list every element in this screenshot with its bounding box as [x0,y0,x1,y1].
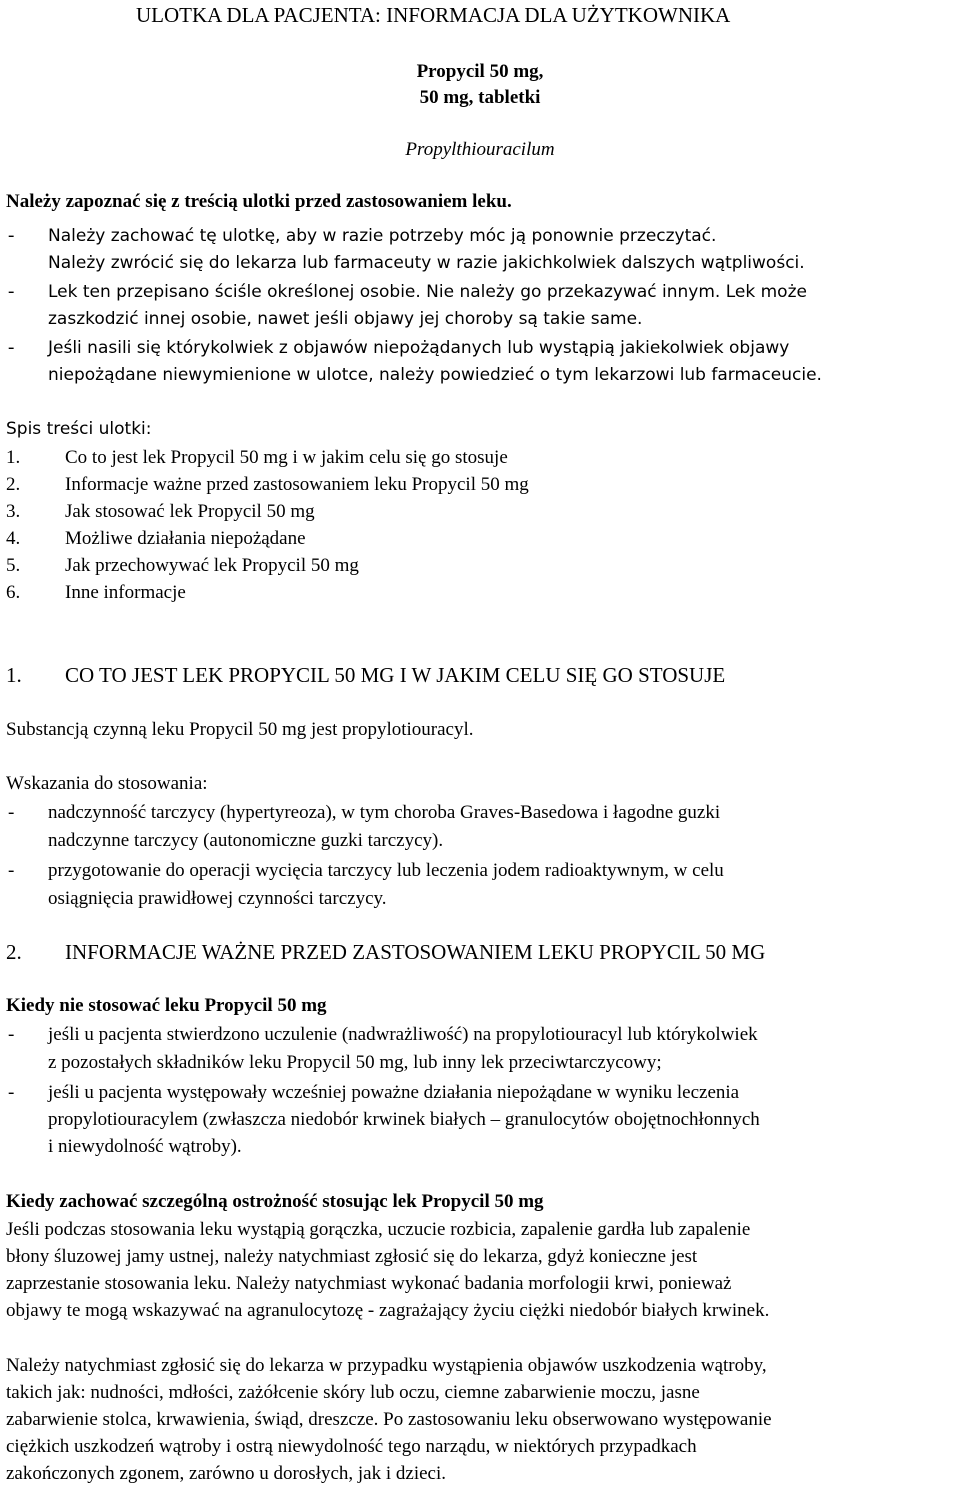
toc-item-3: Jak stosować lek Propycil 50 mg [65,501,315,522]
toc-item-number: 5. [6,555,21,576]
active-substance-text: Substancją czynną leku Propycil 50 mg jest propylotiouracyl. [6,719,474,740]
precautions-paragraph-line: Jeśli podczas stosowania leku wystąpią gorączka, uczucie rozbicia, zapalenie gardła lub zapalenie [6,1219,751,1240]
contraindications-heading: Kiedy nie stosować leku Propycil 50 mg [6,995,327,1016]
toc-item-number: 2. [6,474,21,495]
bullet-dash: - [8,860,15,881]
section-1-number: 1. [6,663,22,687]
bullet-dash: - [8,1082,15,1103]
toc-item-6: Inne informacje [65,582,186,603]
toc-item-number: 1. [6,447,21,468]
toc-item-number: 4. [6,528,21,549]
bullet-dash: - [8,225,15,246]
contraindication-text: jeśli u pacjenta występowały wcześniej poważne działania niepożądane w wyniku leczenia [48,1082,740,1103]
precautions-paragraph-line: błony śluzowej jamy ustnej, należy natychmiast zgłosić się do lekarza, gdyż konieczne jest [6,1246,698,1267]
toc-item-4: Możliwe działania niepożądane [65,528,306,549]
intro-bullet-text: niepożądane niewymienione w ulotce, należy powiedzieć o tym lekarzowi lub farmaceucie. [48,365,822,385]
toc-item-number: 6. [6,582,21,603]
indication-text: nadczynne tarczycy (autonomiczne guzki tarczycy). [48,830,444,851]
precautions-heading: Kiedy zachować szczególną ostrożność stosując lek Propycil 50 mg [6,1191,544,1212]
toc-item-number: 3. [6,501,21,522]
intro-bullet-text: Lek ten przepisano ściśle określonej osobie. Nie należy go przekazywać innym. Lek może [48,282,807,302]
toc-item-5: Jak przechowywać lek Propycil 50 mg [65,555,359,576]
section-2-number: 2. [6,940,22,964]
indication-text: nadczynność tarczycy (hypertyreoza), w tym choroba Graves-Basedowa i łagodne guzki [48,802,721,823]
toc-item-1: Co to jest lek Propycil 50 mg i w jakim celu się go stosuje [65,447,508,468]
intro-bullet-text: Jeśli nasili się którykolwiek z objawów niepożądanych lub wystąpią jakiekolwiek objawy [48,338,790,358]
document-title: ULOTKA DLA PACJENTA: INFORMACJA DLA UŻYTKOWNIKA [136,3,731,27]
precautions-paragraph-line: zaprzestanie stosowania leku. Należy natychmiast wykonać badania morfologii krwi, ponieważ [6,1273,732,1294]
contraindication-text: z pozostałych składników leku Propycil 50 mg, lub inny lek przeciwtarczycowy; [48,1052,662,1073]
intro-bullet-text: zaszkodzić innej osobie, nawet jeśli objawy jej choroby są takie same. [48,309,643,329]
precautions-paragraph-line: objawy te mogą wskazywać na agranulocytozę - zagrażający życiu ciężki niedobór białych krwinek. [6,1300,770,1321]
liver-warning-line: ciężkich uszkodzeń wątroby i ostrą niewydolność tego narządu, w niektórych przypadkach [6,1436,697,1457]
bullet-dash: - [8,802,15,823]
indication-text: przygotowanie do operacji wycięcia tarczycy lub leczenia jodem radioaktywnym, w celu [48,860,724,881]
liver-warning-line: Należy natychmiast zgłosić się do lekarza w przypadku wystąpienia objawów uszkodzenia wątroby, [6,1355,767,1376]
section-2-heading: INFORMACJE WAŻNE PRZED ZASTOSOWANIEM LEKU PROPYCIL 50 MG [65,940,766,964]
section-1-heading: CO TO JEST LEK PROPYCIL 50 MG I W JAKIM CELU SIĘ GO STOSUJE [65,663,726,687]
toc-heading: Spis treści ulotki: [6,419,152,439]
contraindication-text: jeśli u pacjenta stwierdzono uczulenie (nadwrażliwość) na propylotiouracyl lub którykolwiek [48,1024,758,1045]
bullet-dash: - [8,337,15,358]
intro-bullet-text: Należy zachować tę ulotkę, aby w razie potrzeby móc ją ponownie przeczytać. [48,226,717,246]
bullet-dash: - [8,281,15,302]
product-name: Propycil 50 mg, [416,61,544,82]
product-strength: 50 mg, tabletki [419,87,541,108]
liver-warning-line: zakończonych zgonem, zarówno u dorosłych, jak i dzieci. [6,1463,447,1484]
liver-warning-line: takich jak: nudności, mdłości, zażółcenie skóry lub oczu, ciemne zabarwienie moczu, jasne [6,1382,700,1403]
active-substance-latin: Propylthiouracilum [405,139,555,160]
indications-heading: Wskazania do stosowania: [6,773,208,794]
indication-text: osiągnięcia prawidłowej czynności tarczycy. [48,888,387,909]
bullet-dash: - [8,1024,15,1045]
intro-heading: Należy zapoznać się z treścią ulotki przed zastosowaniem leku. [6,191,512,212]
contraindication-text: i niewydolność wątroby). [48,1136,242,1157]
contraindication-text: propylotiouracylem (zwłaszcza niedobór krwinek białych – granulocytów obojętnochłonnych [48,1109,760,1130]
liver-warning-line: zabarwienie stolca, krwawienia, świąd, dreszcze. Po zastosowaniu leku obserwowano występowanie [6,1409,772,1430]
toc-item-2: Informacje ważne przed zastosowaniem leku Propycil 50 mg [65,474,529,495]
intro-bullet-text: Należy zwrócić się do lekarza lub farmaceuty w razie jakichkolwiek dalszych wątpliwości. [48,253,805,273]
